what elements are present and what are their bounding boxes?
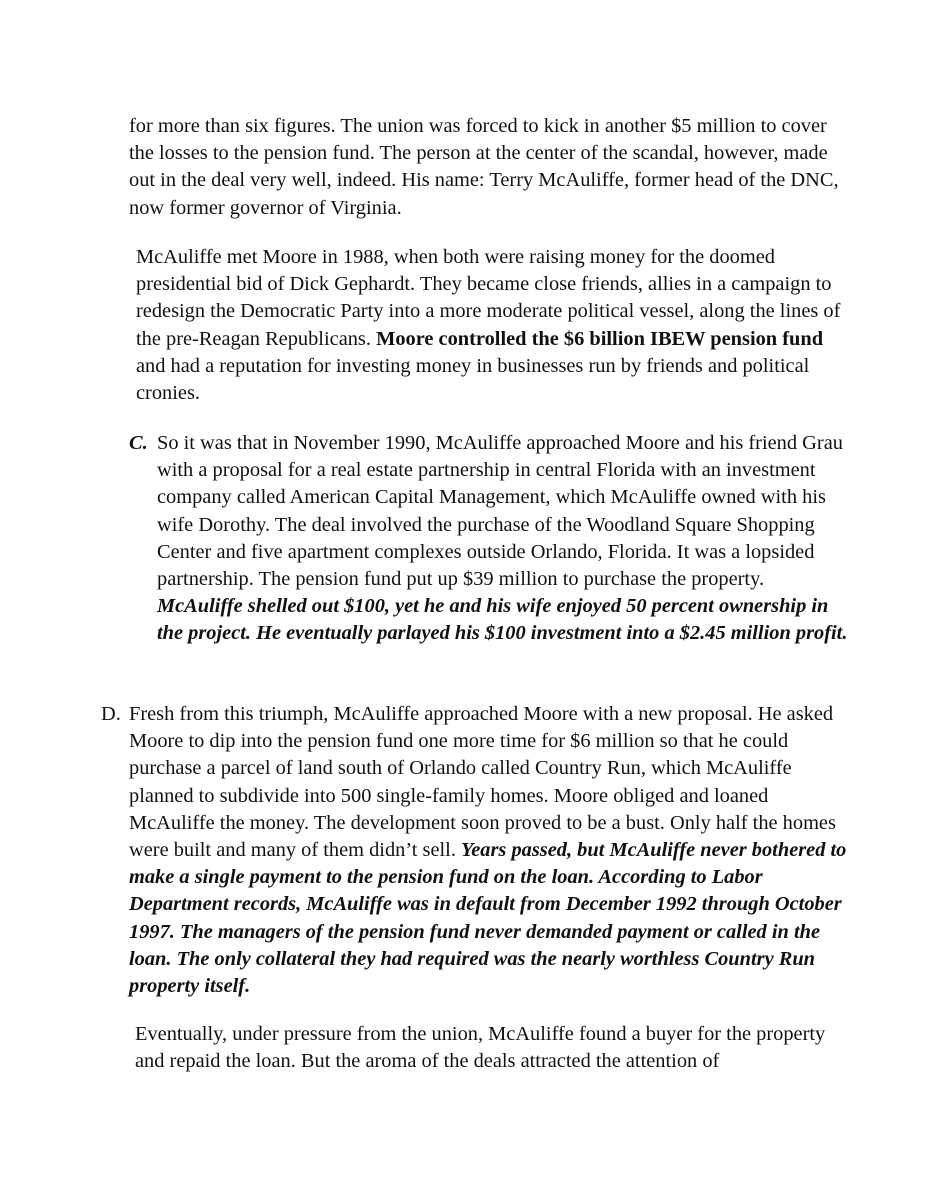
paragraph-text: for more than six figures. The union was forced to kick in another $5 million to cover the losses to the pension fund. The person at the center of the scandal, however, made out in the deal very well, indeed. His name: Terry McAuliffe, former head of the DNC, now former governor of Virginia. (129, 115, 839, 219)
list-marker-c: C. (129, 432, 148, 454)
paragraph-union-losses (129, 113, 849, 222)
paragraph-d-country-run (101, 701, 849, 1000)
paragraph-text: McAuliffe met Moore in 1988, when both were raising money for the doomed presidential bid of Dick Gephardt. They became close friends, allies in a campaign to redesign the Democratic Party into a more moderate political vessel, along the lines of the pre-Reagan Republicans. (136, 246, 841, 350)
paragraph-body (157, 430, 849, 648)
paragraph-mcauliffe-met-moore (136, 244, 848, 407)
bold-emphasis: Moore controlled the $6 billion IBEW pension fund (376, 327, 824, 350)
paragraph-text: So it was that in November 1990, McAuliffe approached Moore and his friend Grau with a proposal for a real estate partnership in central Florida with an investment company called American Capital Management, which McAuliffe owned with his wife Dorothy. The deal involved the purchase of the Woodland Square Shopping Center and five apartment complexes outside Orlando, Florida. It was a lopsided partnership. The pension fund put up $39 million to purchase the property. (157, 432, 843, 591)
paragraph-text: Eventually, under pressure from the union, McAuliffe found a buyer for the property and repaid the loan. But the aroma of the deals attracted the attention of (135, 1023, 826, 1073)
paragraph-c-partnership (129, 430, 849, 648)
list-marker-d: D. (101, 703, 121, 725)
paragraph-body (129, 701, 849, 1000)
paragraph-text: and had a reputation for investing money in businesses run by friends and political cronies. (136, 354, 810, 405)
paragraph-text: Fresh from this triumph, McAuliffe approached Moore with a new proposal. He asked Moore to dip into the pension fund one more time for $6 million so that he could purchase a parcel of land south of Orlando called Country Run, which McAuliffe planned to subdivide into 500 single-family homes. Moore obliged and loaned McAuliffe the money. The development soon proved to be a bust. Only half the homes were built and many of them didn’t sell. (129, 703, 836, 862)
paragraph-eventually-repaid (135, 1021, 848, 1075)
bold-italic-emphasis: Years passed, but McAuliffe never bothered to make a single payment to the pension fund on the loan. According to Labor Department records, McAuliffe was in default from December 1992 through October 1997. The managers of the pension fund never demanded payment or called in the loan. The only collateral they had required was the nearly worthless Country Run property itself. (129, 839, 847, 998)
bold-italic-emphasis: McAuliffe shelled out $100, yet he and his wife enjoyed 50 percent ownership in the project. He eventually parlayed his $100 investment into a $2.45 million profit. (157, 595, 848, 645)
